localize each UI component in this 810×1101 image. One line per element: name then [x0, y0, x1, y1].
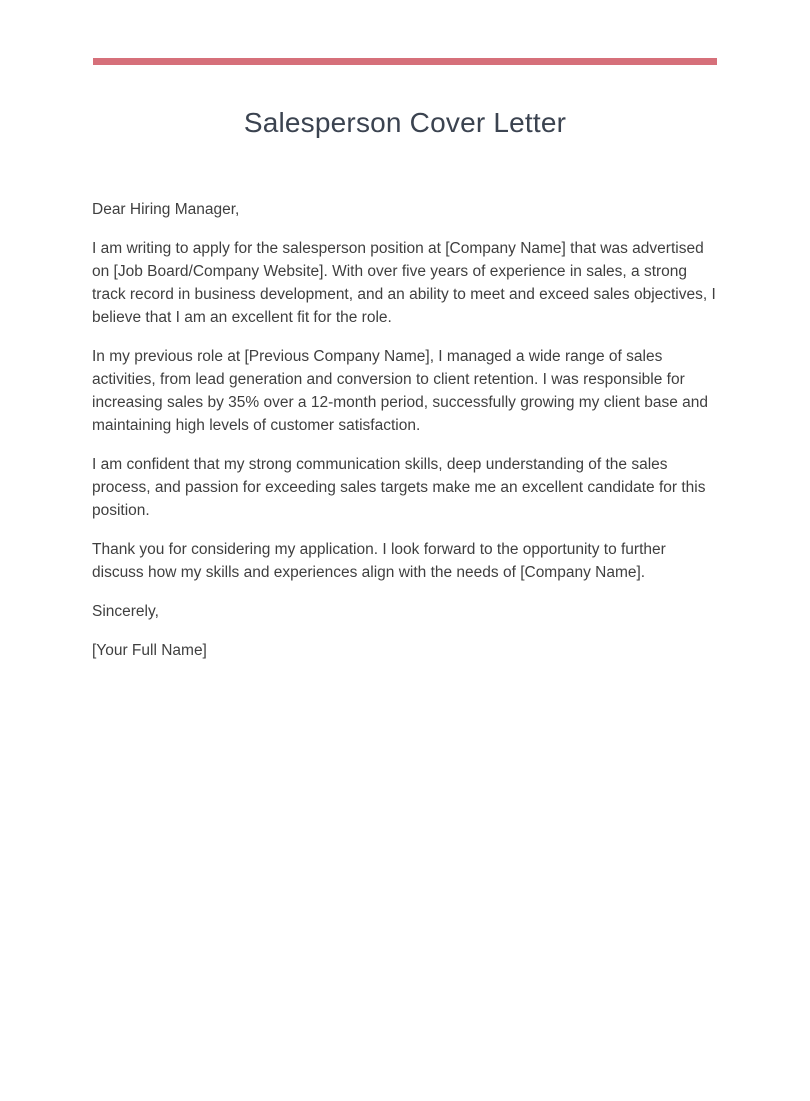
letter-paragraph: I am writing to apply for the salesperson position at [Company Name] that was advertised on [Job Board/Company Website]. With over five years of experience in sales, a strong track record in business development, and an ability to meet and exceed sales objectives, I believe that I am an excellent fit for the role. — [92, 239, 716, 326]
closing: Sincerely, — [92, 602, 159, 620]
letter-paragraph: In my previous role at [Previous Company Name], I managed a wide range of sales activities, from lead generation and conversion to client retention. I was responsible for increasing sales by 35% over a 12-month period, successfully growing my client base and maintaining high levels of customer satisfaction. — [92, 347, 709, 434]
letter-body — [92, 198, 720, 662]
page-title: Salesperson Cover Letter — [243, 107, 567, 138]
accent-bar — [93, 58, 717, 65]
salutation: Dear Hiring Manager, — [92, 200, 240, 218]
signature: [Your Full Name] — [92, 641, 207, 659]
letter-paragraph: Thank you for considering my application. I look forward to the opportunity to further discuss how my skills and experiences align with the needs of [Company Name]. — [92, 540, 666, 581]
cover-letter-page — [0, 58, 810, 1101]
letter-paragraph: I am confident that my strong communication skills, deep understanding of the sales process, and passion for exceeding sales targets make me an excellent candidate for this position. — [92, 455, 706, 519]
